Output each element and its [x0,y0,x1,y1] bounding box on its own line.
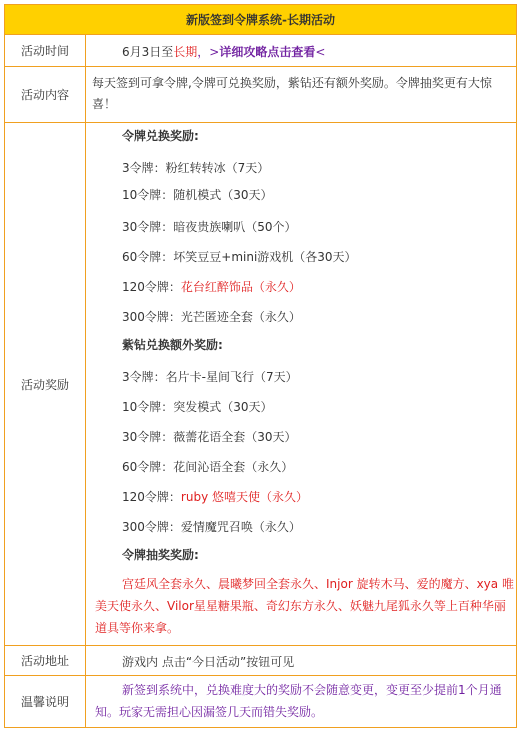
token-item: 60令牌：坏笑豆豆+mini游戏机（各30天） [122,250,357,264]
cell-notice [86,676,516,727]
notice-line: 新签到系统中，兑换难度大的奖励不会随意变更，变更至少提前1个月通 [122,683,502,697]
row-content [5,66,516,122]
token-item: 10令牌：随机模式（30天） [122,188,273,202]
time-link-prefix: ，> [197,45,220,59]
section-token-exchange-title: 令牌兑换奖励: [122,129,199,143]
table-title: 新版签到令牌系统-长期活动 [186,13,335,27]
diamond-item: 3令牌：名片卡-星间飞行（7天） [122,370,298,384]
row-notice [5,675,516,727]
cell-address [86,646,516,675]
row-address [5,645,516,675]
diamond-item: 60令牌：花间沁语全套（永久） [122,460,294,474]
label-address: 活动地址 [5,646,86,675]
time-highlight: 长期 [173,45,198,59]
diamond-item: 30令牌：薇薷花语全套（30天） [122,430,297,444]
row-time [5,34,516,66]
lottery-line: 宫廷风全套永久、晨曦梦回全套永久、Injor 旋转木马、爱的魔方、xya 唯 [122,577,514,591]
label-time: 活动时间 [5,35,86,66]
diamond-item: 300令牌：爱情魔咒召唤（永久） [122,520,301,534]
strategy-link[interactable]: 详细攻略点击查看 [219,45,316,59]
label-content: 活动内容 [5,67,86,122]
cell-time [86,35,516,66]
token-item: 30令牌：暗夜贵族喇叭（50个） [122,220,297,234]
address-text: 游戏内 点击“今日活动”按钮可见 [122,655,295,669]
lottery-line: 道具等你来拿。 [95,621,180,635]
table-title-row [5,5,516,34]
section-purple-diamond-title: 紫钻兑换额外奖励: [122,338,223,352]
label-rewards: 活动奖励 [5,123,86,645]
cell-content [86,67,516,122]
content-text: 每天签到可拿令牌,令牌可兑换奖励，紫钻还有额外奖励。令牌抽奖更有大惊喜！ [92,76,492,111]
label-notice: 温馨说明 [5,676,86,727]
token-item-highlight: 120令牌：花台红醉饰品（永久） [122,280,301,294]
time-date: 6月3日至 [122,45,174,59]
section-lottery-title: 令牌抽奖奖励: [122,548,199,562]
row-rewards [5,122,516,645]
token-item: 3令牌：粉红转转冰（7天） [122,161,270,175]
lottery-line: 美天使永久、Vilor星星糖果瓶、奇幻东方永久、妖魅九尾狐永久等上百种华丽 [95,599,506,613]
diamond-item-highlight: 120令牌：ruby 悠嘻天使（永久） [122,490,308,504]
diamond-item: 10令牌：突发模式（30天） [122,400,273,414]
time-link-suffix: < [315,45,326,59]
activity-table [4,4,517,728]
notice-line: 知。玩家无需担心因漏签几天而错失奖励。 [95,705,324,719]
cell-rewards [86,123,516,645]
token-item: 300令牌：光芒匿迹全套（永久） [122,310,301,324]
